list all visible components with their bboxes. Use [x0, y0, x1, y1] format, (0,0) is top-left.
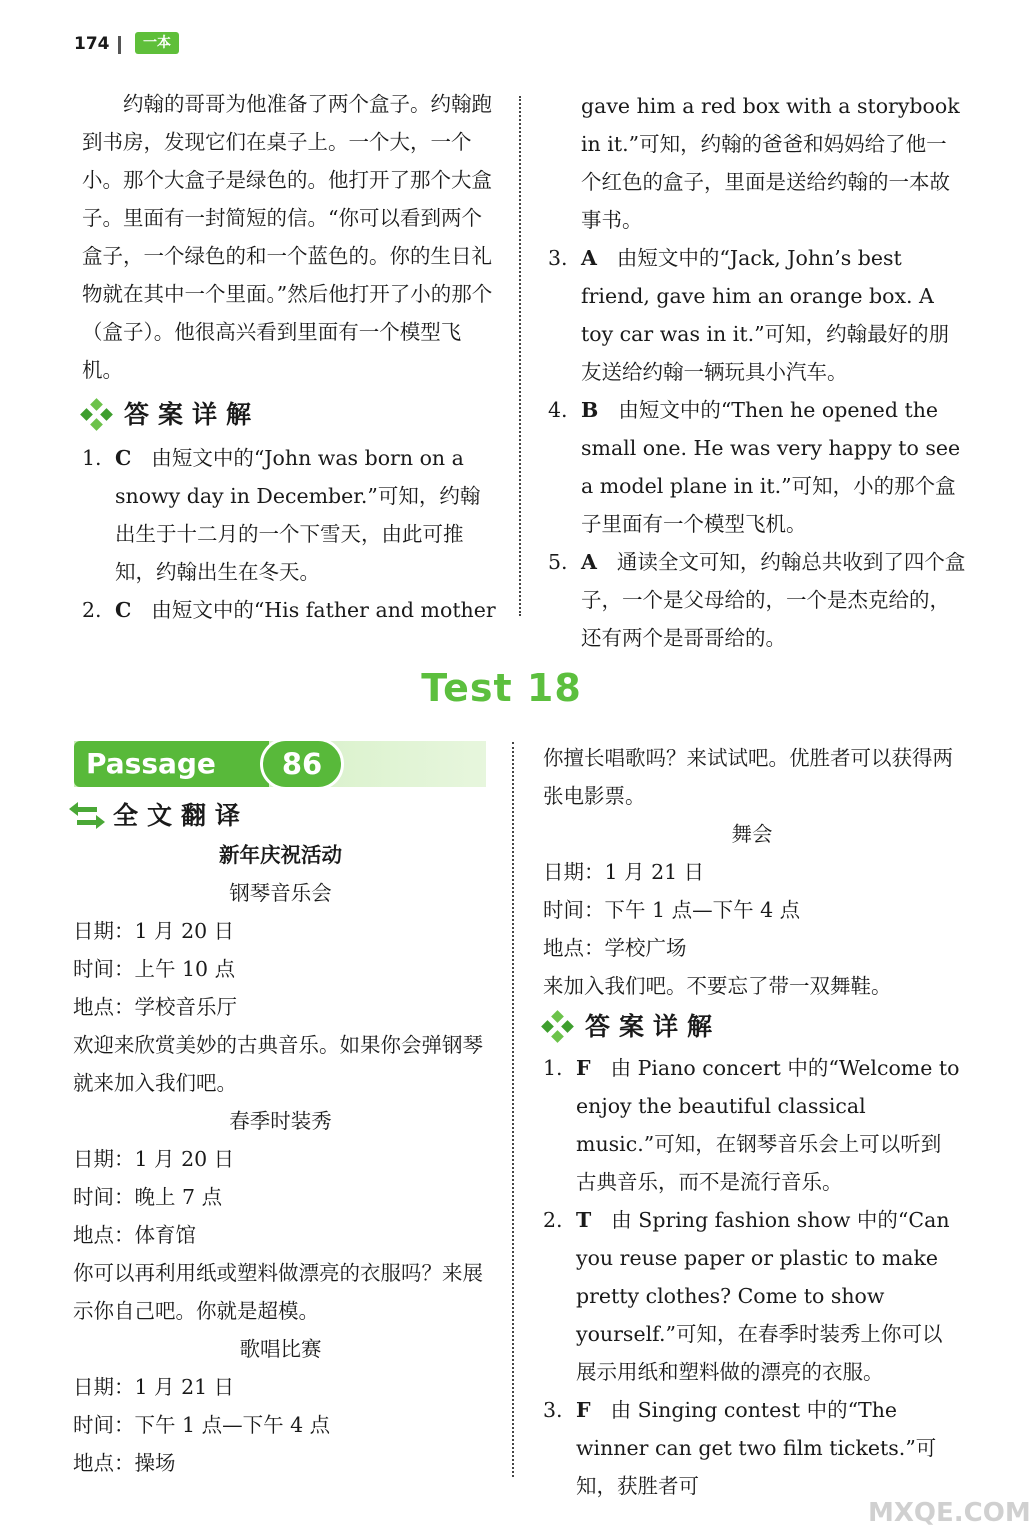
- event-place: 地点：体育馆: [73, 1223, 196, 1247]
- answer-key: C: [115, 598, 132, 622]
- event-name: 春季时装秀: [229, 1109, 332, 1133]
- answer-text: 由短文中的“John was born on a snowy day in December.”可知，约翰出生于十二月的一个下雪天，由此可推知，约翰出生在冬天。: [115, 446, 481, 584]
- event-place: 地点：学校广场: [543, 936, 687, 960]
- event-place: 地点：操场: [73, 1451, 176, 1475]
- event-desc: 来加入我们吧。不要忘了带一双舞鞋。: [543, 974, 892, 998]
- answer-key: T: [576, 1208, 592, 1232]
- page-number: 174: [74, 34, 110, 54]
- answers-heading-label: 答案详解: [124, 400, 261, 429]
- answer-number: 1.: [82, 446, 102, 470]
- event-time: 时间：下午 1 点—下午 4 点: [543, 898, 801, 922]
- answer-item: [543, 1049, 961, 1201]
- event-desc: 你可以再利用纸或塑料做漂亮的衣服吗？来展示你自己吧。你就是超模。: [73, 1261, 483, 1323]
- notice-title: 新年庆祝活动: [219, 843, 342, 867]
- event-name: 舞会: [731, 822, 773, 846]
- event-date: 日期：1 月 20 日: [73, 1147, 235, 1171]
- event-time: 时间：晚上 7 点: [73, 1185, 223, 1209]
- answer-continuation: gave him a red box with a storybook in it.”可知，约翰的爸爸和妈妈给了他一个红色的盒子，里面是送给约翰的一本故事书。: [581, 94, 960, 232]
- translation-paragraph: 约翰的哥哥为他准备了两个盒子。约翰跑到书房，发现它们在桌子上。一个大，一个小。那个大盒子是绿色的。他打开了那个大盒子。里面有一封简短的信。“你可以看到两个盒子，一个绿色的和一个蓝色的。你的生日礼物就在其中一个里面。”然后他打开了小的那个（盒子）。他很高兴看到里面有一个模型飞机。: [82, 92, 493, 382]
- answer-text: 由短文中的“Then he opened the small one. He was very happy to see a model plane in it.”可知，小的那个盒子里面有一个模型飞机。: [581, 398, 961, 536]
- event-desc: 欢迎来欣赏美妙的古典音乐。如果你会弹钢琴就来加入我们吧。: [73, 1033, 483, 1095]
- answer-item: [548, 239, 966, 391]
- answer-number: 2.: [82, 598, 102, 622]
- translation-heading: [73, 796, 488, 836]
- answer-item: [543, 1201, 961, 1391]
- column-divider-top: [519, 96, 521, 616]
- event-time: 时间：上午 10 点: [73, 957, 236, 981]
- answer-number: 3.: [548, 246, 568, 270]
- answer-key: F: [576, 1056, 591, 1080]
- answers-heading-label: 答案详解: [585, 1012, 722, 1041]
- event-place: 地点：学校音乐厅: [73, 995, 237, 1019]
- passage-number: 86: [260, 738, 344, 790]
- answer-key: F: [576, 1398, 591, 1422]
- diamond-cluster-icon: [543, 1012, 573, 1042]
- answer-text: 由 Singing contest 中的“The winner can get two film tickets.”可知，获胜者可: [576, 1398, 937, 1498]
- passage-banner: [74, 741, 486, 787]
- answer-text: 由短文中的“His father and mother: [151, 598, 496, 622]
- answer-text: 由短文中的“Jack, John’s best friend, gave him an orange box. A toy car was in it.”可知，约翰最好的朋友送给约翰一辆玩具小汽车。: [581, 246, 950, 384]
- event-time: 时间：下午 1 点—下午 4 点: [73, 1413, 331, 1437]
- answer-number: 2.: [543, 1208, 563, 1232]
- answer-key: C: [115, 446, 132, 470]
- translation-heading-label: 全文翻译: [113, 801, 250, 830]
- answer-text: 由 Spring fashion show 中的“Can you reuse paper or plastic to make pretty clothes? Come to show yourself.”可知，在春季时装秀上你可以展示用纸和塑料做的漂亮的衣服。: [576, 1208, 950, 1384]
- answer-text: 通读全文可知，约翰总共收到了四个盒子，一个是父母给的，一个是杰克给的，还有两个是哥哥给的。: [581, 550, 966, 650]
- diamond-cluster-icon: [82, 400, 112, 430]
- answer-item: [82, 591, 497, 629]
- bottom-right-column: [543, 739, 961, 1505]
- passage-label: Passage: [74, 741, 269, 787]
- test-title: Test 18: [421, 666, 582, 710]
- bottom-left-column: [73, 796, 488, 1482]
- event-date: 日期：1 月 21 日: [73, 1375, 235, 1399]
- swap-arrows-icon: [73, 801, 101, 831]
- answer-key: B: [581, 398, 599, 422]
- answer-item: [548, 391, 966, 543]
- answer-key: A: [581, 550, 597, 574]
- event-desc: 你擅长唱歌吗？来试试吧。优胜者可以获得两张电影票。: [543, 746, 953, 808]
- event-date: 日期：1 月 21 日: [543, 860, 705, 884]
- answer-item: [82, 439, 497, 591]
- watermark: MXQE.COM: [868, 1498, 1031, 1528]
- event-name: 歌唱比赛: [239, 1337, 322, 1361]
- answer-number: 4.: [548, 398, 568, 422]
- column-divider-bottom: [512, 742, 514, 1477]
- header-divider: [118, 36, 121, 54]
- top-right-column: [548, 87, 966, 657]
- answer-text: 由 Piano concert 中的“Welcome to enjoy the beautiful classical music.”可知，在钢琴音乐会上可以听到古典音乐，而不是流行音乐。: [576, 1056, 960, 1194]
- top-left-column: [82, 85, 497, 629]
- brand-logo: 一本: [135, 32, 179, 54]
- answers-heading: [82, 395, 497, 435]
- answer-number: 5.: [548, 550, 568, 574]
- event-name: 钢琴音乐会: [229, 881, 332, 905]
- answer-number: 3.: [543, 1398, 563, 1422]
- answers-heading: [543, 1007, 961, 1047]
- answer-key: A: [581, 246, 597, 270]
- event-date: 日期：1 月 20 日: [73, 919, 235, 943]
- answer-item: [548, 543, 966, 657]
- answer-item: [543, 1391, 961, 1505]
- answer-number: 1.: [543, 1056, 563, 1080]
